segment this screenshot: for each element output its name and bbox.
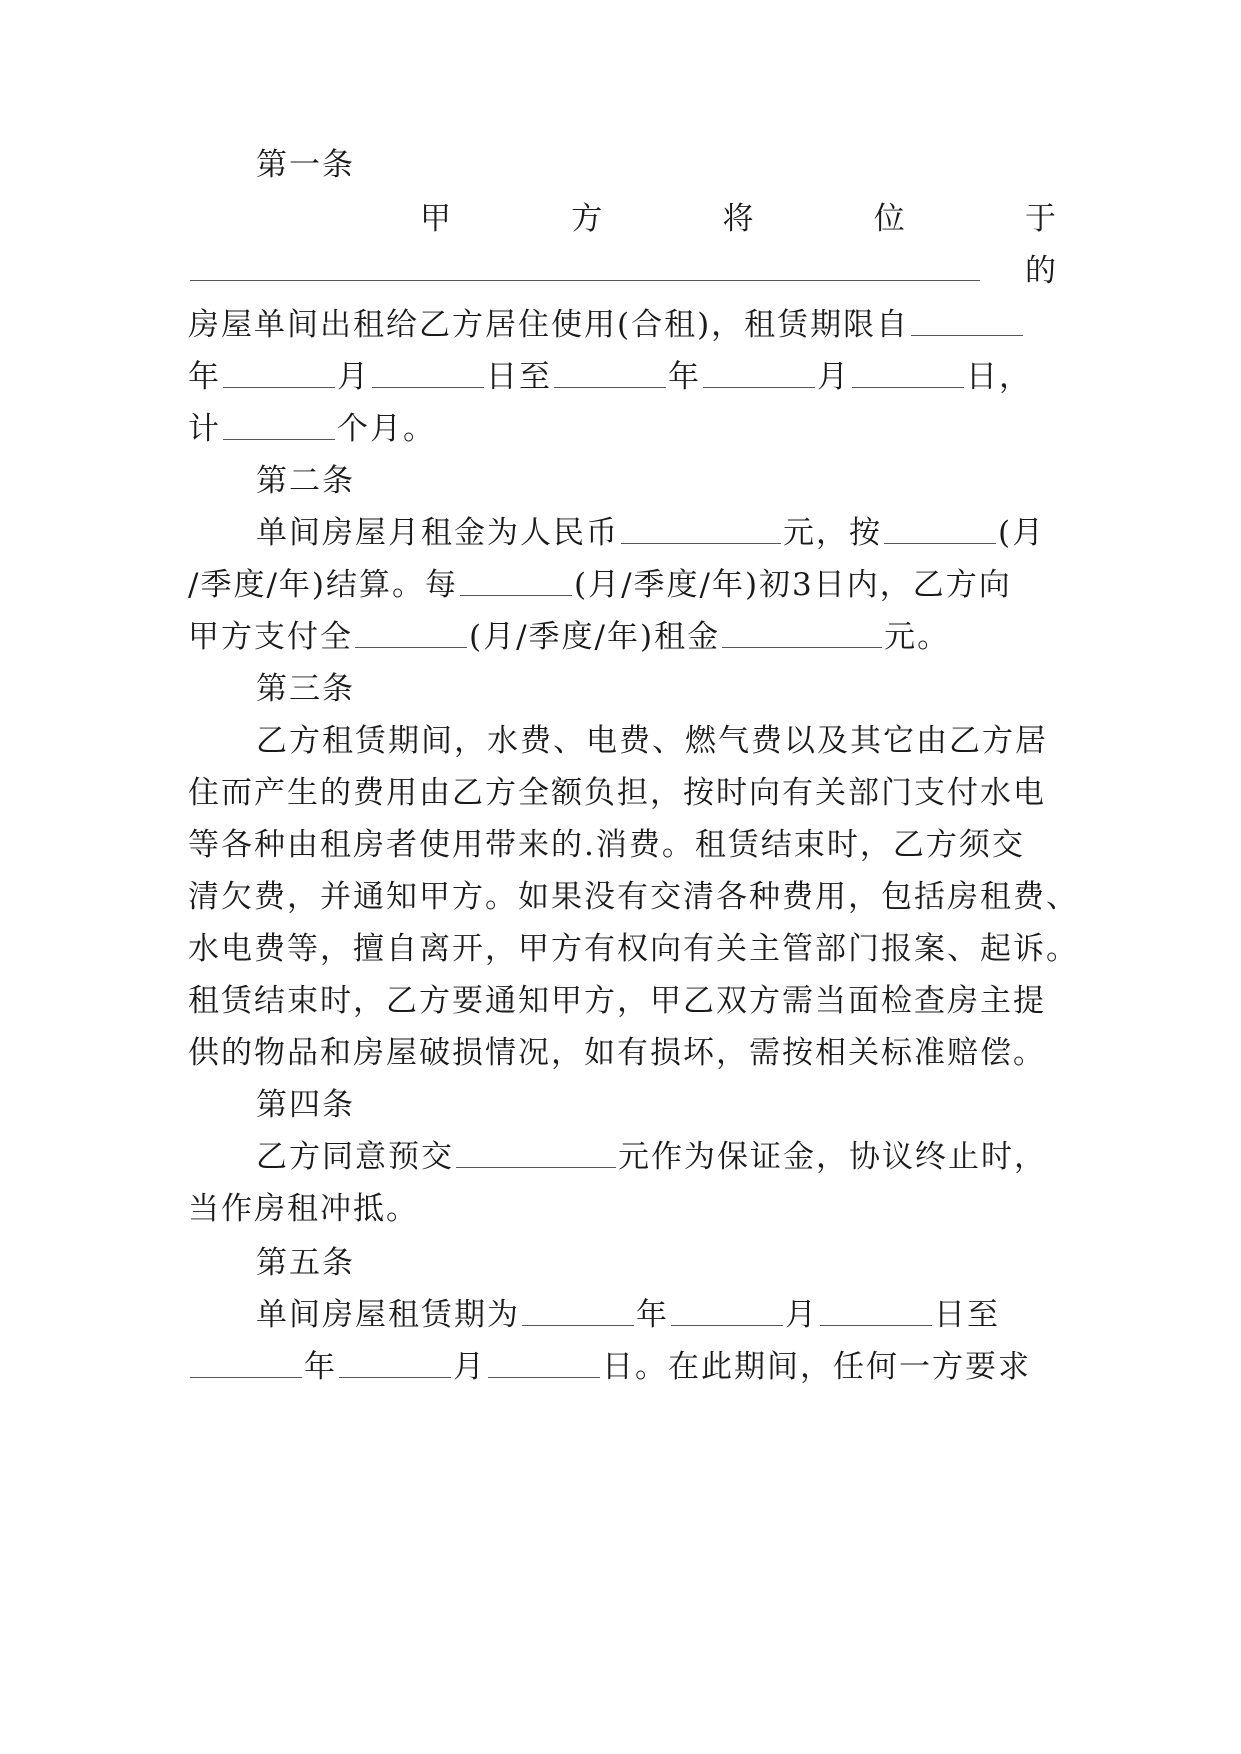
term-start-year-blank[interactable] [522,1295,634,1326]
article-1-line-2: 的 [188,242,1058,300]
article-3-line: 乙方租赁期间，水费、电费、燃气费以及其它由乙方居 [256,723,1048,759]
settlement-period-blank[interactable] [884,513,996,544]
article-4-line-1: 乙方同意预交 元作为保证金，协议终止时， [256,1139,1047,1175]
article-3-line: 住而产生的费用由乙方全额负担，按时向有关部门支付水电 [188,775,1046,811]
article-2-line-1: 单间房屋月租金为人民币 元，按 (月 [256,515,1046,551]
month-count-blank[interactable] [223,409,335,440]
start-year-blank[interactable] [911,305,1023,336]
start-day-blank[interactable] [372,357,484,388]
term-end-month-blank[interactable] [339,1347,451,1378]
article-4-line-2: 当作房租冲抵。 [188,1191,419,1227]
term-end-year-blank[interactable] [190,1347,302,1378]
article-3-line: 等各种由租房者使用带来的.消费。租赁结束时，乙方须交 [188,827,1025,863]
term-start-month-blank[interactable] [671,1295,783,1326]
start-month-blank[interactable] [223,357,335,388]
end-day-blank[interactable] [852,357,964,388]
article-2-title: 第二条 [256,463,355,499]
article-3-title: 第三条 [256,671,355,707]
article-1-line-4: 年 月 日至 年 月 日， [188,359,1032,395]
article-2-line-2: /季度/年)结算。每 (月/季度/年)初3日内，乙方向 [188,567,1012,603]
article-5-line-2: 年 月 日。在此期间，任何一方要求 [188,1338,1058,1396]
full-period-blank[interactable] [355,617,467,648]
address-blank[interactable] [190,250,980,281]
term-start-day-blank[interactable] [820,1295,932,1326]
article-3-line: 供的物品和房屋破损情况，如有损坏，需按相关标准赔偿。 [188,1035,1046,1071]
article-2-line-3: 甲方支付全 (月/季度/年)租金 元。 [188,619,951,655]
article-1-line-3: 房屋单间出租给乙方居住使用(合租)，租赁期限自 [188,296,1058,354]
article-3-line: 租赁结束时，乙方要通知甲方，甲乙双方需当面检查房主提 [188,983,1046,1019]
article-1-title: 第一条 [256,147,355,183]
deposit-blank[interactable] [456,1137,616,1168]
article-3-line: 水电费等，擅自离开，甲方有权向有关主管部门报案、起诉。 [188,931,1079,967]
article-1-line-5: 计 个月。 [188,411,436,447]
article-1-line-1: 甲 方 将 位 于 [420,201,1058,237]
article-4-title: 第四条 [256,1087,355,1123]
rent-amount-blank[interactable] [722,617,882,648]
term-end-day-blank[interactable] [488,1347,600,1378]
article-3-line: 清欠费，并通知甲方。如果没有交清各种费用，包括房租费、 [188,879,1079,915]
monthly-rent-blank[interactable] [621,513,781,544]
article-5-line-1: 单间房屋租赁期为 年 月 日至 [256,1297,1000,1333]
article-5-title: 第五条 [256,1245,355,1281]
end-month-blank[interactable] [703,357,815,388]
end-year-blank[interactable] [554,357,666,388]
payment-period-blank[interactable] [460,565,572,596]
